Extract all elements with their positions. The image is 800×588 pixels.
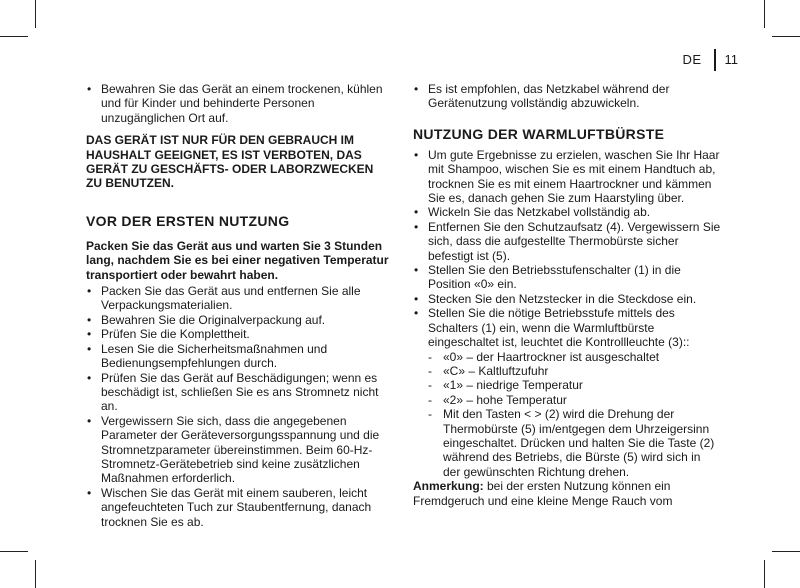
crop-mark <box>764 560 765 588</box>
sub-list-item: - Mit den Tasten < > (2) wird die Drehung der Thermobürste (5) im/entgegen dem Uhrzeigersinn eingeschaltet. Drücken und halten Sie die Taste (2) während des Betriebs, die Bürste (5) wird sich in der gewünschten Richtung drehen. <box>413 407 721 479</box>
list-item: • Prüfen Sie das Gerät auf Beschädigungen; wenn es beschädigt ist, schließen Sie es ans Stromnetz nicht an. <box>86 371 392 414</box>
sub-list-item: - «C» – Kaltluftzufuhr <box>413 364 721 378</box>
note-label: Anmerkung: <box>413 479 484 494</box>
list-item: • Packen Sie das Gerät aus und entfernen Sie alle Verpackungsmaterialien. <box>86 284 392 313</box>
list-item: • Bewahren Sie die Originalverpackung auf. <box>86 313 392 327</box>
list-item: • Vergewissern Sie sich, dass die angegebenen Parameter der Geräteversorgungsspannung und die Stromnetzparameter übereinstimmen. Beim 60-Hz-Stromnetz-Gerätebetrieb sind keine zusätzlichen Maßnahmen erforderlich. <box>86 414 392 486</box>
list-item: • Lesen Sie die Sicherheitsmaßnahmen und Bedienungsempfehlungen durch. <box>86 342 392 371</box>
right-column <box>413 82 721 508</box>
crop-mark <box>0 36 28 37</box>
mode-sublist <box>413 350 721 480</box>
storage-list <box>86 82 392 125</box>
crop-mark <box>772 551 800 552</box>
crop-mark <box>35 560 36 588</box>
page-number: 11 <box>724 51 738 67</box>
list-item <box>413 306 721 479</box>
first-use-list <box>86 284 392 529</box>
note-paragraph <box>413 479 721 508</box>
sub-list-item: - «1» – niedrige Temperatur <box>413 378 721 392</box>
left-column <box>86 82 392 529</box>
household-warning: DAS GERÄT IST NUR FÜR DEN GEBRAUCH IM HAUSHALT GEEIGNET, ES IST VERBOTEN, DAS GERÄT ZU GESCHÄFTS- ODER LABORZWECKEN ZU BENUTZEN. <box>86 133 374 191</box>
list-item: • Um gute Ergebnisse zu erzielen, waschen Sie Ihr Haar mit Shampoo, wischen Sie es mit einem Handtuch ab, trocknen Sie es mit einem Haartrockner und kämmen Sie es, danach gehen Sie zum Haarstyling über. <box>413 148 721 206</box>
list-item: • Wischen Sie das Gerät mit einem sauberen, leicht angefeuchteten Tuch zur Staubentfernung, danach trocknen Sie es ab. <box>86 486 392 529</box>
crop-mark <box>772 36 800 37</box>
usage-list <box>413 148 721 479</box>
language-code: DE <box>682 51 702 67</box>
crop-mark <box>35 0 36 28</box>
sub-list-item: - «0» – der Haartrockner ist ausgeschaltet <box>413 350 721 364</box>
list-item-text: Stellen Sie die nötige Betriebsstufe mittels des Schalters (1) ein, wenn die Warmluftbürste eingeschaltet ist, leuchtet die Kontrollleuchte (3):: <box>428 306 690 350</box>
list-item: • Prüfen Sie die Komplettheit. <box>86 327 392 341</box>
list-item: • Es ist empfohlen, das Netzkabel während der Gerätenutzung vollständig abzuwickeln. <box>413 82 721 111</box>
list-item: • Entfernen Sie den Schutzaufsatz (4). Vergewissern Sie sich, dass die aufgestellte Thermobürste sicher befestigt ist (5). <box>413 220 721 263</box>
note-text: bei der ersten Nutzung können ein Fremdgeruch und eine kleine Menge Rauch vom <box>413 479 673 508</box>
list-item: • Wickeln Sie das Netzkabel vollständig ab. <box>413 205 721 219</box>
list-item: • Stellen Sie den Betriebsstufenschalter (1) in die Position «0» ein. <box>413 263 721 292</box>
section-title-first-use: VOR DER ERSTEN NUTZUNG <box>86 212 290 229</box>
cable-list <box>413 82 721 111</box>
first-use-intro: Packen Sie das Gerät aus und warten Sie 3 Stunden lang, nachdem Sie es bei einer negativen Temperatur transportiert oder bewahrt haben. <box>86 238 389 282</box>
crop-mark <box>764 0 765 28</box>
list-item: • Stecken Sie den Netzstecker in die Steckdose ein. <box>413 292 721 306</box>
section-title-usage: NUTZUNG DER WARMLUFTBÜRSTE <box>413 125 665 142</box>
sub-list-item: - «2» – hohe Temperatur <box>413 393 721 407</box>
header-separator <box>714 49 716 71</box>
page-header <box>682 49 738 71</box>
list-item: • Bewahren Sie das Gerät an einem trockenen, kühlen und für Kinder und behinderte Personen unzugänglichen Ort auf. <box>86 82 392 125</box>
crop-mark <box>0 551 28 552</box>
